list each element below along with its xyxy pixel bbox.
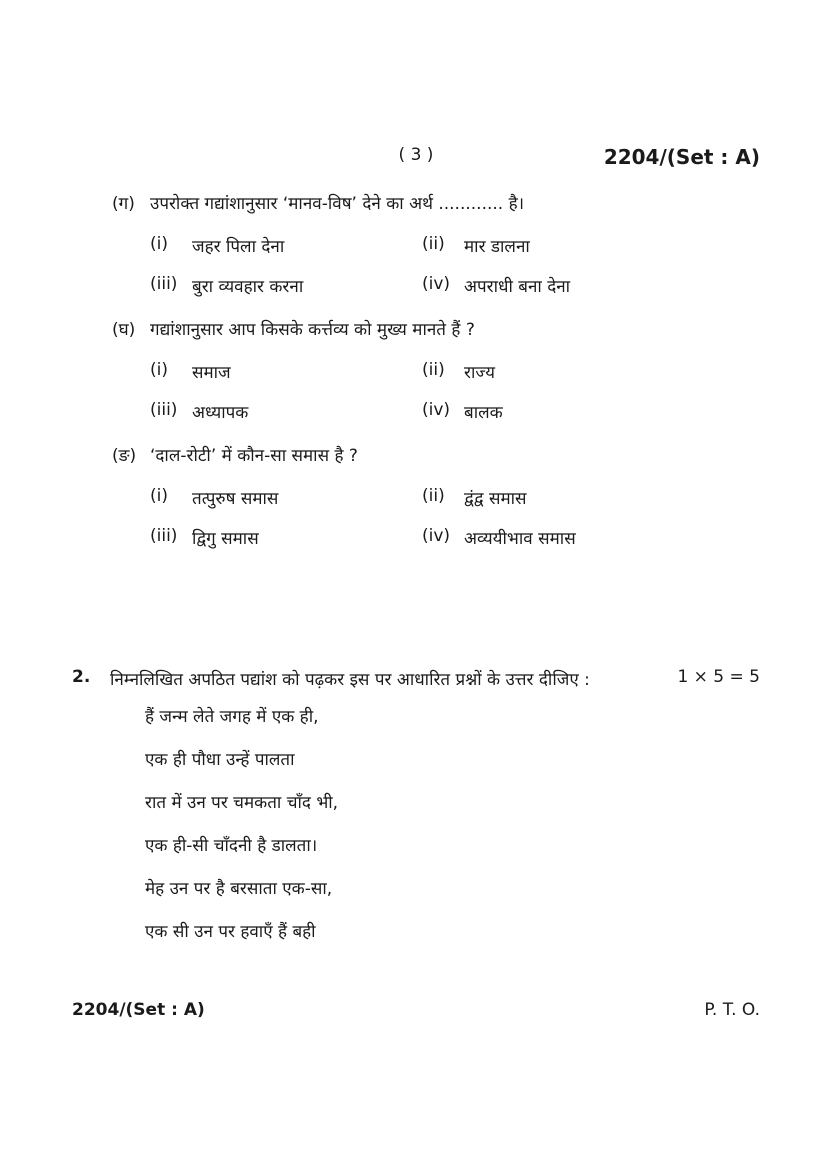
sub-question-label: (ङ) (112, 446, 137, 466)
option (150, 400, 422, 423)
option-number: (ii) (422, 360, 445, 380)
option (422, 400, 760, 423)
option-text: अध्यापक (192, 403, 249, 423)
option-number: (iii) (150, 526, 178, 546)
header-set-code: 2204/(Set : A) (603, 145, 760, 169)
option-text: तत्पुरुष समास (192, 489, 279, 509)
page-header (72, 145, 760, 171)
sub-question (72, 191, 760, 214)
option (422, 234, 760, 257)
option (422, 526, 760, 549)
option (150, 274, 422, 297)
options-grid (72, 360, 760, 423)
option-text: अव्ययीभाव समास (464, 529, 576, 549)
option-number: (i) (150, 486, 168, 506)
options-grid (72, 234, 760, 297)
question-2 (72, 667, 760, 690)
poem-line: रात में उन पर चमकता चाँद भी, (145, 793, 339, 813)
option-number: (i) (150, 234, 168, 254)
sub-question (72, 317, 760, 340)
option-text: राज्य (464, 363, 495, 383)
option-text: बालक (464, 403, 503, 423)
option-text: द्वंद्व समास (464, 489, 527, 509)
option-text: द्विगु समास (192, 529, 259, 549)
option-number: (ii) (422, 486, 445, 506)
option (422, 274, 760, 297)
question-number: 2. (72, 667, 91, 687)
poem-line: एक ही-सी चाँदनी है डालता। (145, 836, 318, 856)
option (422, 486, 760, 509)
option-text: मार डालना (464, 237, 530, 257)
option (150, 526, 422, 549)
options-grid (72, 486, 760, 549)
option-number: (ii) (422, 234, 445, 254)
option (422, 360, 760, 383)
sub-question-label: (ग) (112, 194, 135, 214)
option (150, 234, 422, 257)
option-text: अपराधी बना देना (464, 277, 571, 297)
option-text: समाज (192, 363, 231, 383)
option-number: (i) (150, 360, 168, 380)
poem-passage (72, 706, 760, 944)
question-text: निम्नलिखित अपठित पद्यांश को पढ़कर इस पर आधारित प्रश्नों के उत्तर दीजिए : (110, 670, 590, 690)
page-footer (72, 1000, 760, 1020)
poem-line: एक सी उन पर हवाएँ हैं बही (145, 922, 316, 942)
option-text: बुरा व्यवहार करना (192, 277, 304, 297)
question-marks: 1 × 5 = 5 (677, 667, 760, 687)
pto-label: P. T. O. (704, 1000, 760, 1020)
option-number: (iv) (422, 400, 451, 420)
option (150, 360, 422, 383)
sub-question-label: (घ) (112, 320, 136, 340)
poem-line: हैं जन्म लेते जगह में एक ही, (145, 707, 319, 727)
page-number: ( 3 ) (398, 145, 434, 165)
option-number: (iv) (422, 526, 451, 546)
option-number: (iii) (150, 274, 178, 294)
sub-question (72, 443, 760, 466)
option-text: जहर पिला देना (192, 237, 285, 257)
option-number: (iv) (422, 274, 451, 294)
footer-set-code: 2204/(Set : A) (72, 1000, 205, 1020)
sub-question-text: गद्यांशानुसार आप किसके कर्त्तव्य को मुख्य मानते हैं ? (150, 320, 475, 340)
poem-line: मेह उन पर है बरसाता एक-सा, (145, 879, 333, 899)
poem-line: एक ही पौधा उन्हें पालता (145, 750, 295, 770)
sub-question-text: ‘दाल-रोटी’ में कौन-सा समास है ? (150, 446, 358, 466)
option-number: (iii) (150, 400, 178, 420)
sub-question-text: उपरोक्त गद्यांशानुसार ‘मानव-विष’ देने का अर्थ ............ है। (150, 194, 525, 214)
option (150, 486, 422, 509)
